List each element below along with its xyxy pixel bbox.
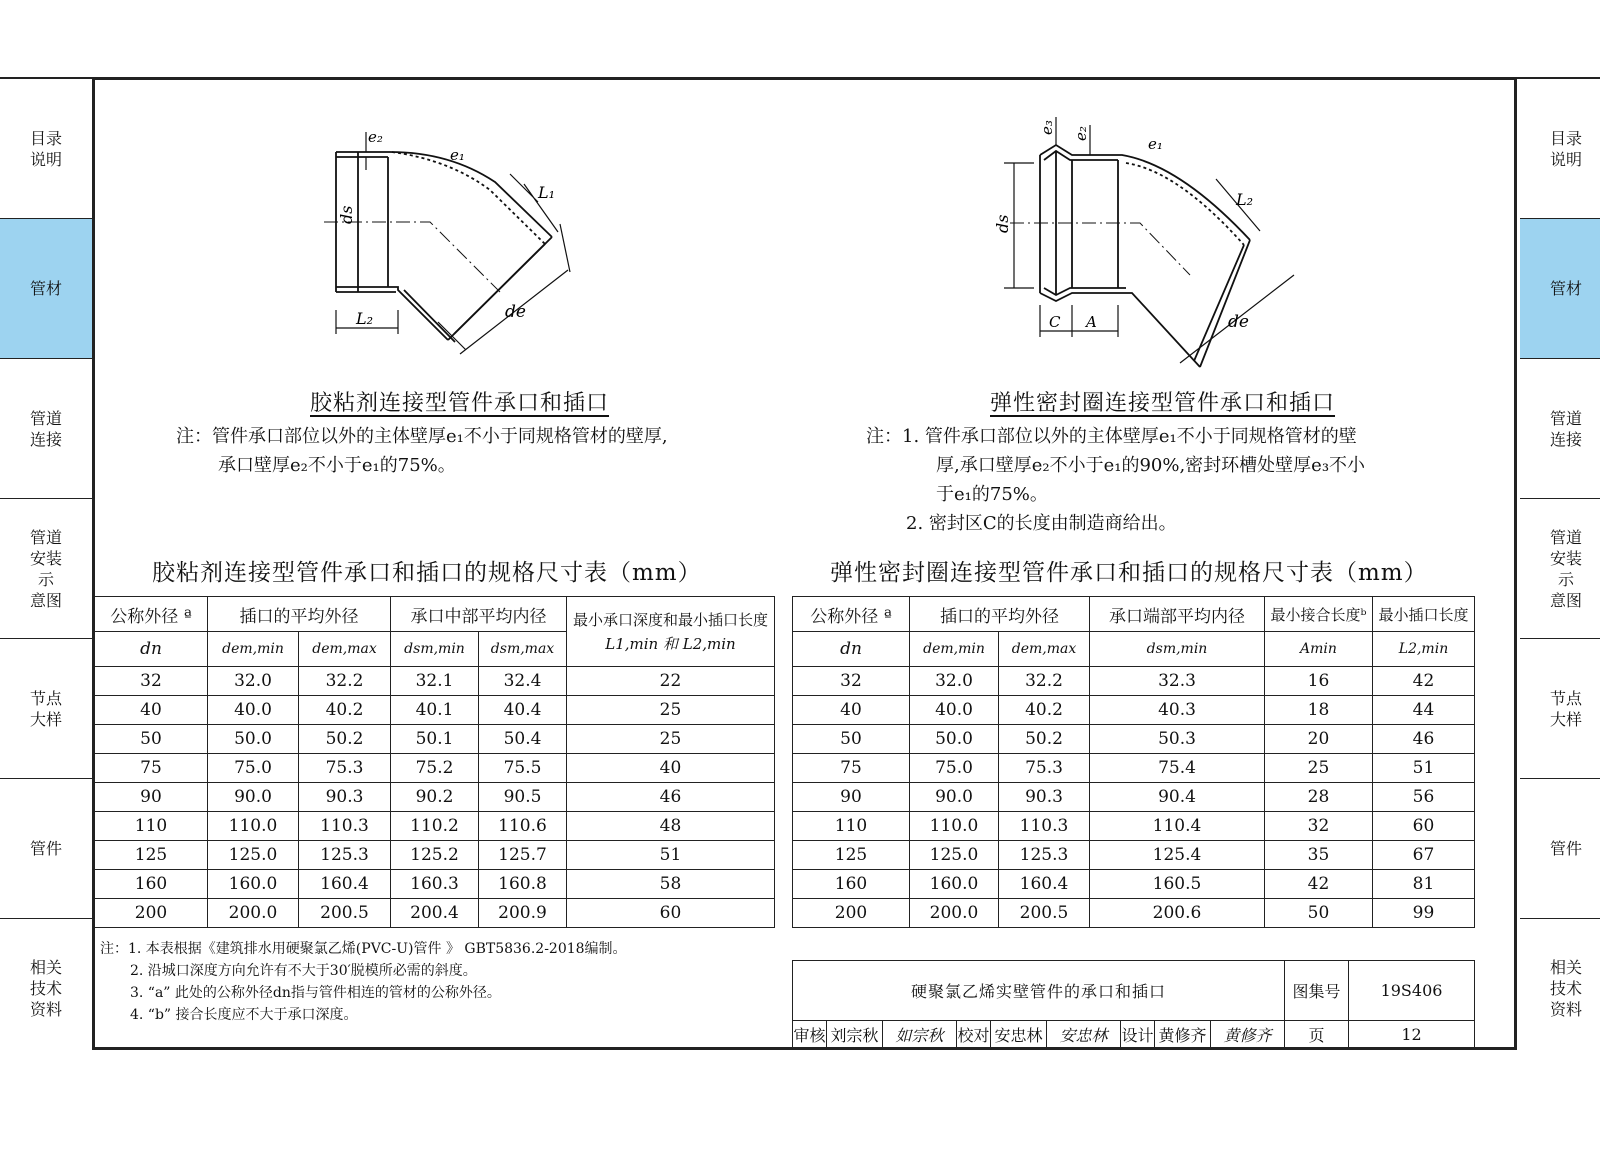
table-cell: 125.4 <box>1090 841 1265 870</box>
col-sub-dem-max: dem,max <box>999 632 1090 667</box>
table-cell: 75.0 <box>910 754 999 783</box>
col-sub-l2min: L2,min <box>1373 632 1475 667</box>
table-cell: 125.0 <box>910 841 999 870</box>
table-cell: 200.4 <box>391 899 479 928</box>
table-cell: 160.4 <box>299 870 391 899</box>
review-label: 审核 <box>793 1021 827 1049</box>
table-cell: 56 <box>1373 783 1475 812</box>
table-cell: 110 <box>95 812 208 841</box>
sidebar-item-pipe-connection[interactable]: 管道 连接 <box>0 359 92 499</box>
table-cell: 46 <box>567 783 775 812</box>
table-cell: 90 <box>793 783 910 812</box>
table-cell: 90 <box>95 783 208 812</box>
note-line: 承口壁厚e₂不小于e₁的75%。 <box>218 455 456 476</box>
table-row <box>95 783 775 812</box>
table-cell: 32 <box>1265 812 1373 841</box>
page-label: 页 <box>1285 1021 1349 1049</box>
table-cell: 110.2 <box>391 812 479 841</box>
table-cell: 46 <box>1373 725 1475 754</box>
reviewer-signature: 如宗秋 <box>883 1021 957 1049</box>
table-cell: 25 <box>1265 754 1373 783</box>
title-block <box>792 960 1475 1049</box>
table-cell: 90.2 <box>391 783 479 812</box>
note-line: 2. 沿城口深度方向允许有不大于30′脱模所必需的斜度。 <box>130 963 477 979</box>
table-cell: 160.4 <box>999 870 1090 899</box>
sidebar-item-details[interactable]: 节点 大样 <box>0 639 92 779</box>
col-header-min-engage: 最小接合长度ᵇ <box>1265 597 1373 632</box>
table-cell: 35 <box>1265 841 1373 870</box>
table-cell: 32.3 <box>1090 667 1265 696</box>
checker-name: 安忠林 <box>991 1021 1047 1049</box>
right-sidebar <box>1520 79 1600 1058</box>
table-row <box>95 812 775 841</box>
L2-label: L₂ <box>1236 190 1254 209</box>
table-cell: 50.2 <box>999 725 1090 754</box>
left-diagram-title: 胶粘剂连接型管件承口和插口 <box>310 391 610 416</box>
table-cell: 40 <box>95 696 208 725</box>
table-cell: 99 <box>1373 899 1475 928</box>
header-text: 最小承口深度和最小插口长度 <box>572 610 768 629</box>
sidebar-item-pipes[interactable]: 管材 <box>0 219 92 359</box>
table-notes <box>100 938 627 1026</box>
table-cell: 32.1 <box>391 667 479 696</box>
table-row <box>793 899 1475 928</box>
table-row <box>793 725 1475 754</box>
designer-name: 黄修齐 <box>1155 1021 1211 1049</box>
table-cell: 50.2 <box>299 725 391 754</box>
table-cell: 75.5 <box>479 754 567 783</box>
table-cell: 32 <box>793 667 910 696</box>
table-cell: 75 <box>95 754 208 783</box>
table-cell: 32.0 <box>208 667 299 696</box>
table-cell: 22 <box>567 667 775 696</box>
table-cell: 60 <box>1373 812 1475 841</box>
table-cell: 18 <box>1265 696 1373 725</box>
table-cell: 110 <box>793 812 910 841</box>
table-cell: 25 <box>567 696 775 725</box>
note-line: 注：1. 本表根据《建筑排水用硬聚氯乙烯(PVC-U)管件 》 GBT5836.2-2018编制。 <box>100 941 627 957</box>
table-cell: 40.0 <box>208 696 299 725</box>
col-header-socket-id: 承口中部平均内径 <box>391 597 567 632</box>
right-table-title: 弹性密封圈连接型管件承口和插口的规格尺寸表（mm） <box>830 560 1428 586</box>
table-cell: 160.8 <box>479 870 567 899</box>
table-cell: 28 <box>1265 783 1373 812</box>
table-cell: 40 <box>793 696 910 725</box>
table-cell: 67 <box>1373 841 1475 870</box>
left-diagram-note <box>176 422 668 480</box>
col-header-nominal-od: 公称外径 ª <box>793 597 910 632</box>
drawing-title: 硬聚氯乙烯实壁管件的承口和插口 <box>793 961 1285 1021</box>
table-cell: 160.5 <box>1090 870 1265 899</box>
table-cell: 32.2 <box>299 667 391 696</box>
table-cell: 50.4 <box>479 725 567 754</box>
col-sub-amin: Amin <box>1265 632 1373 667</box>
table-cell: 51 <box>1373 754 1475 783</box>
table-cell: 25 <box>567 725 775 754</box>
table-cell: 90.3 <box>299 783 391 812</box>
table-cell: 200.9 <box>479 899 567 928</box>
table-cell: 32.0 <box>910 667 999 696</box>
sidebar-item-contents[interactable]: 目录 说明 <box>1520 79 1600 219</box>
table-cell: 40.2 <box>999 696 1090 725</box>
sidebar-item-installation[interactable]: 管道 安装 示 意图 <box>1520 499 1600 639</box>
col-sub-dsm-min: dsm,min <box>391 632 479 667</box>
L1-label: L₁ <box>538 183 556 202</box>
table-cell: 75.3 <box>299 754 391 783</box>
sidebar-item-fittings[interactable]: 管件 <box>0 779 92 919</box>
table-cell: 110.3 <box>299 812 391 841</box>
sidebar-item-pipe-connection[interactable]: 管道 连接 <box>1520 359 1600 499</box>
table-cell: 50.3 <box>1090 725 1265 754</box>
table-cell: 90.0 <box>208 783 299 812</box>
col-sub-dem-max: dem,max <box>299 632 391 667</box>
table-cell: 160.0 <box>910 870 999 899</box>
table-cell: 200.6 <box>1090 899 1265 928</box>
sidebar-item-details[interactable]: 节点 大样 <box>1520 639 1600 779</box>
note-line: 注：管件承口部位以外的主体壁厚e₁不小于同规格管材的壁厚, <box>176 426 668 447</box>
ds-label: ds <box>337 205 356 224</box>
table-row <box>95 754 775 783</box>
table-cell: 90.5 <box>479 783 567 812</box>
table-cell: 125.2 <box>391 841 479 870</box>
left-table-title: 胶粘剂连接型管件承口和插口的规格尺寸表（mm） <box>152 560 702 586</box>
table-cell: 110.4 <box>1090 812 1265 841</box>
table-cell: 125.3 <box>999 841 1090 870</box>
C-label: C <box>1049 313 1061 331</box>
de-label: de <box>1228 312 1249 332</box>
table-row <box>793 667 1475 696</box>
table-row <box>95 696 775 725</box>
table-cell: 125.7 <box>479 841 567 870</box>
table-cell: 200.0 <box>208 899 299 928</box>
design-label: 设计 <box>1121 1021 1155 1049</box>
page-number: 12 <box>1349 1021 1475 1049</box>
table-cell: 75.3 <box>999 754 1090 783</box>
table-cell: 200.5 <box>999 899 1090 928</box>
atlas-number: 19S406 <box>1349 961 1475 1021</box>
sidebar-item-fittings[interactable]: 管件 <box>1520 779 1600 919</box>
table-cell: 110.3 <box>999 812 1090 841</box>
table-cell: 32.4 <box>479 667 567 696</box>
e2-label: e₂ <box>368 128 383 146</box>
sidebar-item-references[interactable]: 相关 技术 资料 <box>29 958 62 1019</box>
table-cell: 40.1 <box>391 696 479 725</box>
right-diagram-title: 弹性密封圈连接型管件承口和插口 <box>990 391 1336 416</box>
table-cell: 110.0 <box>910 812 999 841</box>
table-cell: 50 <box>95 725 208 754</box>
designer-signature: 黄修齐 <box>1211 1021 1285 1049</box>
A-label: A <box>1086 313 1097 331</box>
checker-signature: 安忠林 <box>1047 1021 1121 1049</box>
table-cell: 42 <box>1373 667 1475 696</box>
solvent-cement-fitting-diagram <box>300 112 600 372</box>
note-line: 2. 密封区C的长度由制造商给出。 <box>906 513 1177 534</box>
table-cell: 32.2 <box>999 667 1090 696</box>
sidebar-item-installation[interactable]: 管道 安装 示 意图 <box>0 499 92 639</box>
table-cell: 160 <box>95 870 208 899</box>
table-cell: 90.3 <box>999 783 1090 812</box>
table-cell: 75.2 <box>391 754 479 783</box>
table-cell: 125 <box>793 841 910 870</box>
solvent-cement-spec-table <box>94 596 775 928</box>
table-cell: 160.3 <box>391 870 479 899</box>
table-cell: 160.0 <box>208 870 299 899</box>
sidebar-item-contents[interactable]: 目录 说明 <box>0 79 92 219</box>
elastic-seal-spec-table <box>792 596 1475 928</box>
col-sub-dem-min: dem,min <box>910 632 999 667</box>
table-cell: 75.4 <box>1090 754 1265 783</box>
table-cell: 50 <box>793 725 910 754</box>
sidebar-item-references[interactable]: 相关 技术 资料 <box>1549 958 1582 1019</box>
table-row <box>793 754 1475 783</box>
col-sub-dem-min: dem,min <box>208 632 299 667</box>
table-row <box>793 841 1475 870</box>
col-header-spigot-od: 插口的平均外径 <box>910 597 1090 632</box>
table-cell: 32 <box>95 667 208 696</box>
table-cell: 40 <box>567 754 775 783</box>
table-cell: 50 <box>1265 899 1373 928</box>
ds-label: ds <box>993 214 1012 233</box>
table-row <box>95 870 775 899</box>
note-line: 厚,承口壁厚e₂不小于e₁的90%,密封环槽处壁厚e₃不小 <box>936 455 1366 476</box>
table-cell: 40.0 <box>910 696 999 725</box>
table-cell: 125.0 <box>208 841 299 870</box>
right-diagram-note <box>866 422 1365 538</box>
col-header-min-depth <box>567 597 775 667</box>
table-row <box>793 870 1475 899</box>
table-cell: 110.6 <box>479 812 567 841</box>
table-cell: 90.4 <box>1090 783 1265 812</box>
elastic-seal-fitting-diagram <box>990 105 1310 375</box>
e2-label: e₂ <box>1072 126 1090 141</box>
table-cell: 75.0 <box>208 754 299 783</box>
col-header-spigot-od: 插口的平均外径 <box>208 597 391 632</box>
table-row <box>95 899 775 928</box>
table-row <box>793 783 1475 812</box>
table-row <box>95 725 775 754</box>
table-cell: 200.0 <box>910 899 999 928</box>
table-cell: 60 <box>567 899 775 928</box>
table-cell: 50.0 <box>208 725 299 754</box>
table-cell: 40.4 <box>479 696 567 725</box>
e1-label: e₁ <box>450 146 465 164</box>
table-cell: 50.0 <box>910 725 999 754</box>
table-cell: 75 <box>793 754 910 783</box>
left-sidebar <box>0 79 92 1058</box>
table-cell: 200 <box>95 899 208 928</box>
note-line: 3. “a” 此处的公称外径dn指与管件相连的管材的公称外径。 <box>130 985 501 1001</box>
note-line: 注：1. 管件承口部位以外的主体壁厚e₁不小于同规格管材的壁 <box>866 426 1357 447</box>
e3-label: e₃ <box>1038 120 1056 135</box>
table-cell: 110.0 <box>208 812 299 841</box>
table-cell: 160 <box>793 870 910 899</box>
table-row <box>793 696 1475 725</box>
table-row <box>793 812 1475 841</box>
table-cell: 125 <box>95 841 208 870</box>
atlas-label: 图集号 <box>1285 961 1349 1021</box>
table-cell: 40.2 <box>299 696 391 725</box>
col-sub-dsm-min: dsm,min <box>1090 632 1265 667</box>
table-cell: 40.3 <box>1090 696 1265 725</box>
table-cell: 42 <box>1265 870 1373 899</box>
sidebar-item-pipes[interactable]: 管材 <box>1520 219 1600 359</box>
note-line: 4. “b” 接合长度应不大于承口深度。 <box>130 1007 358 1023</box>
table-cell: 81 <box>1373 870 1475 899</box>
L2-label: L₂ <box>356 309 374 328</box>
header-text: L1,min 和 L2,min <box>605 634 736 653</box>
table-cell: 200 <box>793 899 910 928</box>
col-sub-dsm-max: dsm,max <box>479 632 567 667</box>
table-cell: 16 <box>1265 667 1373 696</box>
col-header-min-spigot: 最小插口长度 <box>1373 597 1475 632</box>
col-header-nominal-od: 公称外径 ª <box>95 597 208 632</box>
table-cell: 50.1 <box>391 725 479 754</box>
table-cell: 125.3 <box>299 841 391 870</box>
table-row <box>95 841 775 870</box>
note-line: 于e₁的75%。 <box>936 484 1048 505</box>
check-label: 校对 <box>957 1021 991 1049</box>
col-sub-dn: dn <box>793 632 910 667</box>
table-cell: 48 <box>567 812 775 841</box>
e1-label: e₁ <box>1148 135 1163 153</box>
table-cell: 51 <box>567 841 775 870</box>
table-cell: 90.0 <box>910 783 999 812</box>
reviewer-name: 刘宗秋 <box>827 1021 883 1049</box>
col-header-socket-id: 承口端部平均内径 <box>1090 597 1265 632</box>
de-label: de <box>505 302 526 322</box>
table-cell: 44 <box>1373 696 1475 725</box>
table-row <box>95 667 775 696</box>
table-cell: 58 <box>567 870 775 899</box>
table-cell: 20 <box>1265 725 1373 754</box>
col-sub-dn: dn <box>95 632 208 667</box>
table-cell: 200.5 <box>299 899 391 928</box>
